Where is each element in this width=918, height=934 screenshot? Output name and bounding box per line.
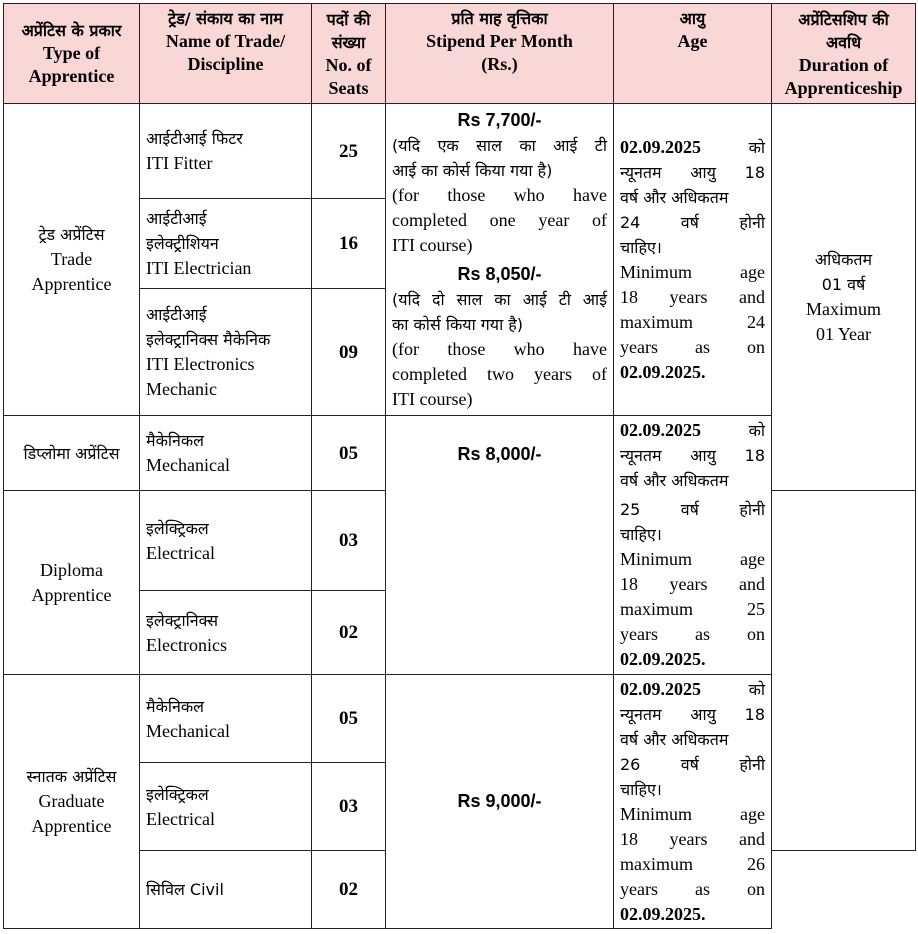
age-text: न्यूनतम आयु 18	[620, 704, 765, 724]
header-type-hi: अप्रेंटिस के प्रकार	[21, 21, 122, 40]
age-text: न्यूनतम आयु 18	[620, 162, 765, 182]
stipend-amount: Rs 8,050/-	[457, 264, 542, 284]
seat-count: 16	[312, 199, 386, 289]
header-trade-en-2: Discipline	[187, 54, 264, 74]
age-text: maximum	[620, 853, 693, 874]
stipend-note-hi: (यदि एक साल का आई टी	[392, 136, 607, 155]
seat-count: 02	[312, 851, 386, 929]
stipend-amount: Rs 9,000/-	[457, 791, 542, 811]
age-text: 24	[620, 212, 641, 232]
age-text: चाहिए।	[620, 237, 662, 257]
trade-name-en: ITI Electronics	[146, 354, 255, 374]
duration-en-2: 01 Year	[815, 324, 871, 344]
age-date: 02.09.2025.	[620, 903, 706, 924]
trade-name-en: Mechanic	[146, 379, 217, 399]
age-text: years	[669, 828, 708, 849]
trade-name-en: Mechanical	[146, 455, 230, 475]
stipend-amount: Rs 8,000/-	[457, 444, 542, 464]
header-age	[614, 4, 772, 104]
header-age-en: Age	[677, 31, 708, 51]
age-text: years	[669, 286, 708, 307]
header-stipend-en-2: (Rs.)	[481, 54, 518, 74]
stipend-amount: Rs 7,700/-	[457, 110, 542, 130]
duration-en-1: Maximum	[806, 299, 881, 319]
header-type	[4, 4, 140, 104]
age-text: वर्ष	[680, 212, 699, 232]
age-text: years	[620, 336, 658, 357]
header-type-en-1: Type of	[42, 43, 101, 63]
type-label-en-2: Apprentice	[31, 274, 112, 294]
age-text: को	[748, 421, 765, 440]
age-text: 25	[620, 500, 641, 519]
stipend-graduate	[386, 675, 614, 929]
header-duration-hi-2: अवधि	[825, 32, 862, 52]
age-text: on	[747, 336, 766, 357]
duration-hi-2: 01 वर्ष	[821, 275, 866, 294]
seat-count: 09	[312, 289, 386, 416]
type-graduate-apprentice	[4, 675, 140, 929]
stipend-note-en: completed two years of	[392, 364, 607, 384]
table-row	[4, 104, 916, 199]
type-diploma-apprentice-hi	[4, 416, 140, 491]
seat-count: 03	[312, 491, 386, 591]
stipend-diploma	[386, 416, 614, 675]
header-duration-en-1: Duration of	[798, 54, 889, 75]
age-date: 02.09.2025	[620, 420, 701, 440]
age-text: होनी	[739, 500, 765, 519]
age-text: वर्ष और अधिकतम	[620, 729, 729, 749]
duration-hi-1: अधिकतम	[814, 250, 873, 269]
age-text: होनी	[739, 754, 765, 774]
age-text: 18	[620, 574, 638, 594]
age-text: years	[620, 624, 658, 644]
header-age-hi: आयु	[679, 9, 706, 28]
age-text: 25	[747, 599, 765, 619]
age-trade	[614, 104, 772, 416]
type-label-en-1: Graduate	[38, 791, 105, 811]
header-seats-hi-1: पदों की	[326, 9, 371, 29]
header-seats-hi-2: संख्या	[331, 32, 366, 52]
type-label-en-2: Apprentice	[31, 816, 112, 836]
age-text: as	[695, 624, 710, 644]
age-text: years	[669, 574, 708, 594]
header-seats-en-2: Seats	[328, 77, 369, 98]
trade-name-hi: इलेक्ट्रिकल	[146, 784, 209, 804]
stipend-note-hi: का कोर्स किया गया है)	[392, 315, 524, 334]
age-text: 18	[620, 828, 638, 849]
stipend-note-en: ITI course)	[392, 389, 473, 409]
header-type-en-2: Apprentice	[28, 66, 115, 86]
age-date: 02.09.2025	[620, 678, 701, 699]
type-diploma-apprentice	[4, 491, 140, 675]
header-duration-en-2: Apprenticeship	[784, 77, 903, 98]
trade-name-hi: मैकेनिकल	[146, 431, 205, 450]
trade-name	[140, 675, 312, 763]
stipend-note-en: completed one year of	[392, 210, 607, 230]
trade-name-en: ITI Fitter	[146, 153, 213, 173]
age-text: वर्ष और अधिकतम	[620, 187, 729, 207]
age-diploma	[614, 416, 772, 675]
age-text: 26	[620, 754, 641, 774]
age-text: age	[740, 549, 765, 569]
age-text: वर्ष और अधिकतम	[620, 471, 729, 490]
trade-name	[140, 289, 312, 416]
trade-name	[140, 591, 312, 675]
header-trade	[140, 4, 312, 104]
stipend-trade	[386, 104, 614, 416]
age-text: को	[748, 137, 765, 157]
type-label-hi: ट्रेड अप्रेंटिस	[38, 225, 105, 244]
age-date: 02.09.2025.	[620, 361, 706, 382]
header-seats	[312, 4, 386, 104]
age-text: as	[695, 878, 710, 899]
header-stipend-hi: प्रति माह वृत्तिका	[451, 9, 548, 28]
header-duration-hi-1: अप्रेंटिसशिप की	[798, 9, 889, 29]
trade-name-en: Electronics	[146, 634, 227, 655]
duration-cell-empty	[772, 491, 916, 851]
seat-count: 03	[312, 763, 386, 851]
age-text: on	[747, 878, 766, 899]
age-text: 24	[747, 311, 765, 332]
stipend-note-hi: आई का कोर्स किया गया है)	[392, 161, 553, 180]
header-stipend-en-1: Stipend Per Month	[426, 31, 573, 51]
age-text: age	[740, 803, 765, 824]
age-text: Minimum	[620, 803, 693, 824]
trade-name	[140, 491, 312, 591]
stipend-note-en: (for those who have	[392, 339, 607, 359]
seat-count: 02	[312, 591, 386, 675]
age-text: होनी	[739, 212, 765, 232]
seat-count: 05	[312, 416, 386, 491]
trade-name-en: ITI Electrician	[146, 258, 252, 278]
age-text: वर्ष	[680, 500, 699, 519]
age-text: years	[620, 878, 658, 899]
age-text: as	[695, 336, 710, 357]
header-stipend	[386, 4, 614, 104]
age-date: 02.09.2025.	[620, 649, 706, 669]
age-graduate	[614, 675, 772, 929]
age-text: Minimum	[620, 261, 693, 282]
age-text: 26	[747, 853, 765, 874]
seat-count: 05	[312, 675, 386, 763]
trade-name-hi: इलेक्ट्रिकल	[146, 518, 209, 538]
seat-count: 25	[312, 104, 386, 199]
stipend-note-en: (for those who have	[392, 185, 607, 205]
trade-name	[140, 199, 312, 289]
age-text: न्यूनतम आयु 18	[620, 446, 765, 465]
stipend-note-hi: (यदि दो साल का आई टी आई	[392, 290, 607, 309]
age-text: Minimum	[620, 549, 693, 569]
trade-name-hi: इलेक्ट्रीशियन	[146, 234, 219, 253]
header-row	[4, 4, 916, 104]
trade-name	[140, 763, 312, 851]
age-text: on	[747, 624, 766, 644]
age-text: and	[739, 286, 766, 307]
age-text: maximum	[620, 311, 693, 332]
trade-name	[140, 416, 312, 491]
stipend-note-en: ITI course)	[392, 235, 473, 255]
trade-name-hi: आईटीआई	[146, 305, 207, 324]
age-text: को	[748, 679, 765, 699]
trade-name-en: Electrical	[146, 542, 215, 563]
header-trade-hi: ट्रेड/ संकाय का नाम	[168, 9, 283, 28]
age-text: 18	[620, 286, 638, 307]
duration-cell	[772, 104, 916, 491]
age-text: and	[739, 574, 766, 594]
age-text: maximum	[620, 599, 693, 619]
type-label-en-1: Trade	[50, 249, 93, 269]
header-duration	[772, 4, 916, 104]
age-text: चाहिए।	[620, 525, 662, 544]
trade-name	[140, 851, 312, 929]
type-trade-apprentice	[4, 104, 140, 416]
trade-name-hi: मैकेनिकल	[146, 696, 205, 716]
trade-name-hi: आईटीआई	[146, 209, 207, 228]
age-text: and	[739, 828, 766, 849]
type-label-en-1: Diploma	[40, 559, 103, 580]
age-text: वर्ष	[680, 754, 699, 774]
trade-name	[140, 104, 312, 199]
age-text: age	[740, 261, 765, 282]
trade-name-en: Electrical	[146, 808, 215, 829]
age-text: चाहिए।	[620, 779, 662, 799]
type-label-hi: स्नातक अप्रेंटिस	[26, 767, 117, 786]
type-label-hi: डिप्लोमा अप्रेंटिस	[23, 443, 120, 463]
type-label-en-2: Apprentice	[31, 584, 112, 605]
trade-name-hi: इलेक्ट्रानिक्स मैकेनिक	[146, 330, 271, 349]
header-seats-en-1: No. of	[325, 54, 372, 75]
trade-name: सिविल Civil	[146, 880, 224, 899]
apprenticeship-table	[3, 3, 916, 929]
age-date: 02.09.2025	[620, 136, 701, 157]
trade-name-hi: इलेक्ट्रानिक्स	[146, 610, 219, 630]
header-trade-en-1: Name of Trade/	[165, 31, 286, 51]
trade-name-en: Mechanical	[146, 720, 230, 741]
trade-name-hi: आईटीआई फिटर	[146, 129, 243, 148]
